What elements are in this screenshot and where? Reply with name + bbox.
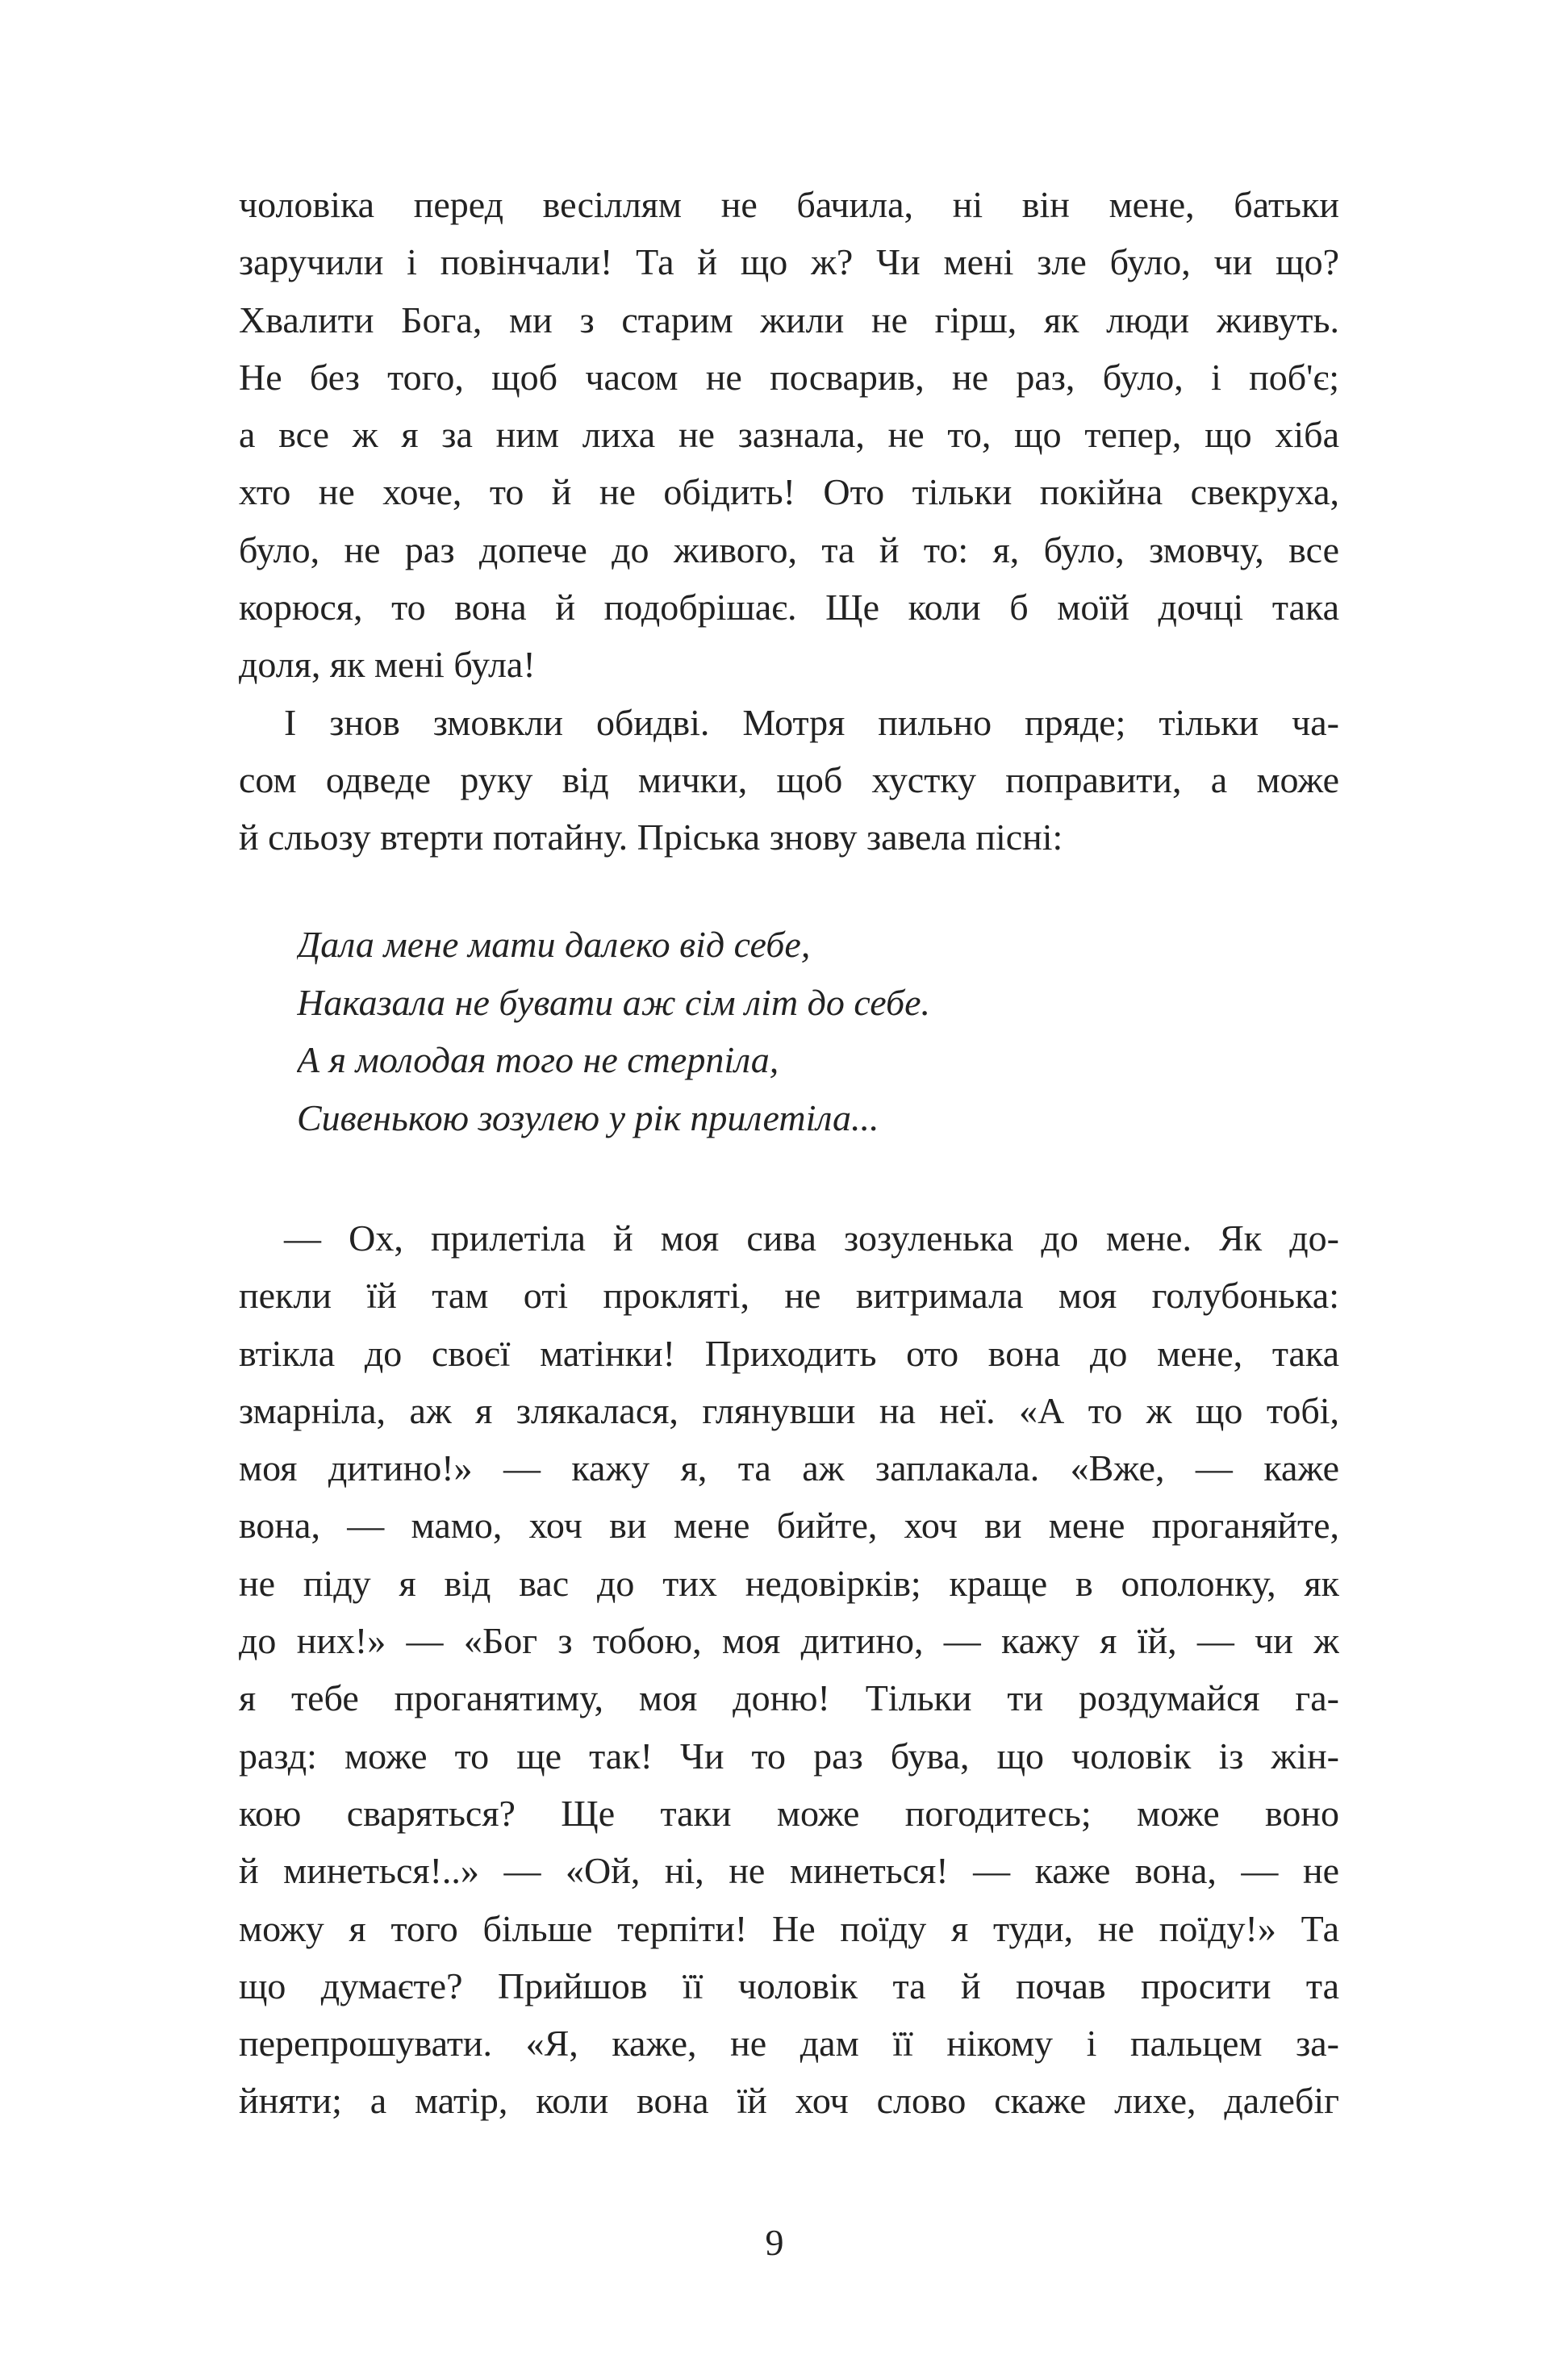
song-verse — [297, 916, 1265, 1146]
text-line: а все ж я за ним лиха не зазнала, не то, що тепер, що хіба — [239, 414, 1339, 456]
text-line: не піду я від вас до тих недовірків; краще в ополонку, як — [239, 1562, 1339, 1604]
text-line: вона, — мамо, хоч ви мене бийте, хоч ви мене проганяйте, — [239, 1505, 1339, 1547]
text-line: пекли їй там оті прокляті, не витримала моя голубонька: — [239, 1275, 1339, 1317]
text-line: можу я того більше терпіти! Не поїду я туди, не поїду!» Та — [239, 1907, 1339, 1949]
text-line: сом одведе руку від мички, щоб хустку поправити, а може — [239, 758, 1339, 800]
verse-line: А я молодая того не стерпіла, — [297, 1039, 779, 1080]
text-line: я тебе проганятиму, моя доню! Тільки ти роздумайся га- — [239, 1677, 1339, 1719]
text-line: доля, як мені була! — [239, 644, 536, 686]
text-line: Не без того, щоб часом не посварив, не раз, було, і поб'є; — [239, 356, 1339, 398]
text-line: до них!» — «Бог з тобою, моя дитино, — кажу я їй, — чи ж — [239, 1620, 1339, 1662]
verse-line: Дала мене мати далеко від себе, — [297, 924, 811, 965]
paragraph-block-2 — [239, 1209, 1339, 2130]
text-line: І знов змовкли обидві. Мотря пильно пряде; тільки ча- — [284, 701, 1339, 743]
text-line: — Ох, прилетіла й моя сива зозуленька до мене. Як до- — [284, 1217, 1339, 1259]
text-line: заручили і повінчали! Та й що ж? Чи мені зле було, чи що? — [239, 241, 1339, 283]
text-line: йняти; а матір, коли вона їй хоч слово скаже лихе, далебіг — [239, 2080, 1339, 2122]
page-number: 9 — [765, 2222, 784, 2263]
text-line: й сльозу втерти потайну. Пріська знову завела пісні: — [239, 816, 1063, 858]
text-line: й минеться!..» — «Ой, ні, не минеться! — каже вона, — не — [239, 1850, 1339, 1892]
text-line: хто не хоче, то й не обідить! Ото тільки покійна свекруха, — [239, 471, 1339, 513]
text-line: втікла до своєї матінки! Приходить ото вона до мене, така — [239, 1332, 1339, 1374]
text-line: перепрошувати. «Я, каже, не дам її нікому і пальцем за- — [239, 2023, 1339, 2065]
verse-line: Сивенькою зозулею у рік прилетіла... — [297, 1096, 879, 1138]
text-line: чоловіка перед весіллям не бачила, ні він мене, батьки — [239, 184, 1339, 225]
text-line: Хвалити Бога, ми з старим жили не гірш, як люди живуть. — [239, 299, 1339, 340]
text-line: разд: може то ще так! Чи то раз бува, що чоловік із жін- — [239, 1735, 1339, 1777]
paragraph-block-1 — [239, 176, 1339, 866]
text-line: моя дитино!» — кажу я, та аж заплакала. «Вже, — каже — [239, 1447, 1339, 1489]
text-line: кою сваряться? Ще таки може погодитесь; може воно — [239, 1792, 1339, 1834]
text-line: корюся, то вона й подобрішає. Ще коли б моїй дочці така — [239, 587, 1339, 628]
text-line: змарніла, аж я злякалася, глянувши на неї. «А то ж що тобі, — [239, 1389, 1339, 1431]
verse-line: Наказала не бувати аж сім літ до себе. — [297, 981, 931, 1023]
text-line: що думаєте? Прийшов її чоловік та й почав просити та — [239, 1965, 1339, 2006]
text-line: було, не раз допече до живого, та й то: я, було, змовчу, все — [239, 528, 1339, 570]
